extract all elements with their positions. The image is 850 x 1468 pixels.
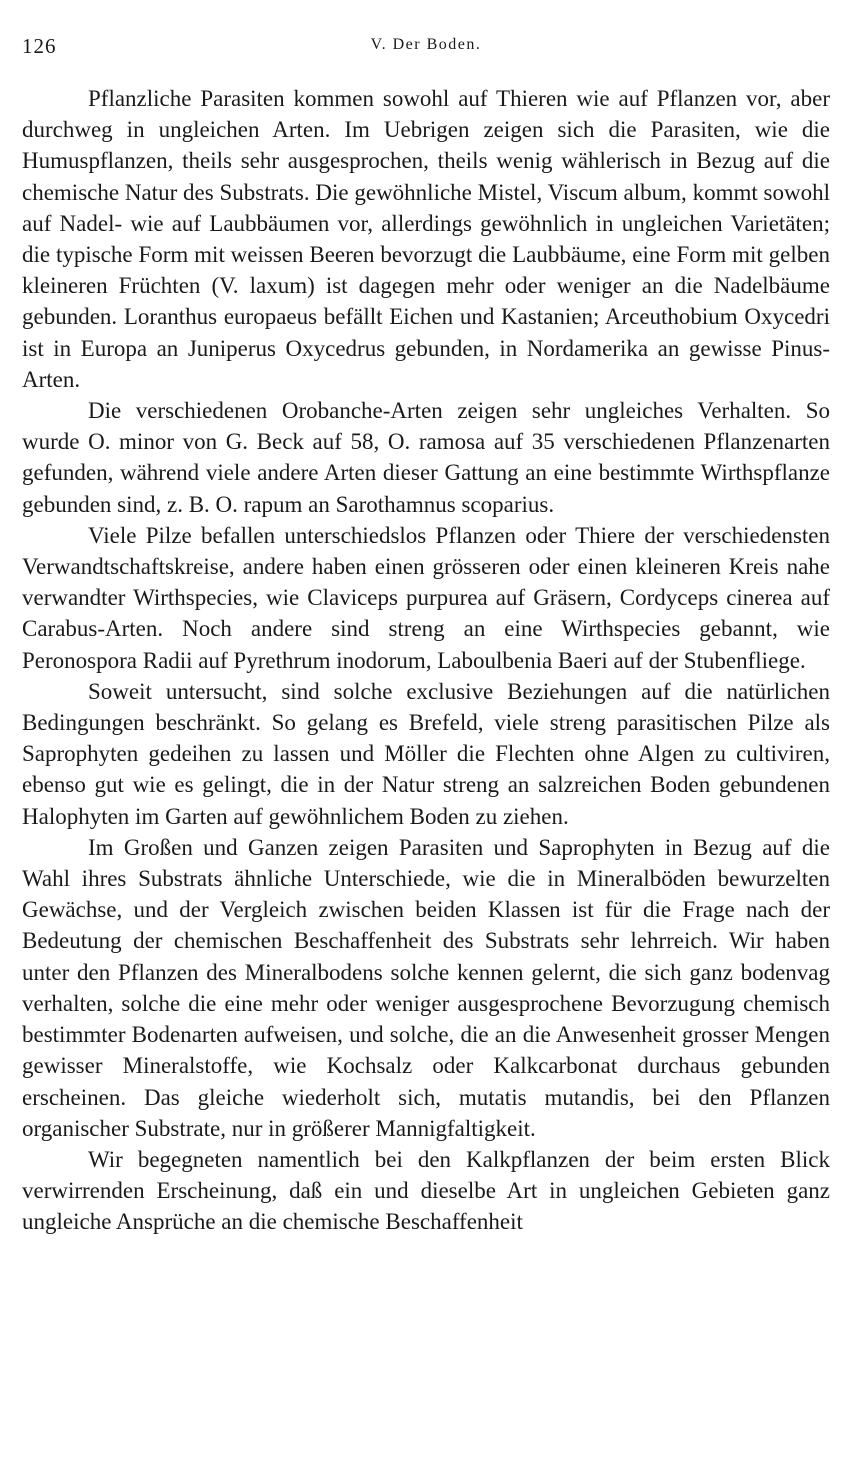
page-header xyxy=(22,34,830,60)
page-number: 126 xyxy=(22,34,57,58)
paragraph: Wir begegneten namentlich bei den Kalkpflanzen der beim ersten Blick verwirrenden Erscheinung, daß ein und dieselbe Art in ungleichen Gebieten ganz ungleiche Ansprüche an die chemische Beschaffenheit xyxy=(22,1146,830,1235)
paragraph: Die verschiedenen Orobanche-Arten zeigen sehr ungleiches Verhalten. So wurde O. minor von G. Beck auf 58, O. ramosa auf 35 verschiedenen Pflanzenarten gefunden, während viele andere Arten dieser Gattung an eine bestimmte Wirthspflanze gebunden sind, z. B. O. rapum an Sarothamnus scoparius. xyxy=(22,398,830,517)
paragraph: Pflanzliche Parasiten kommen sowohl auf Thieren wie auf Pflanzen vor, aber durchweg in ungleichen Arten. Im Uebrigen zeigen sich die Parasiten, wie die Humuspflanzen, theils sehr ausgesprochen, theils wenig wählerisch in Bezug auf die chemische Natur des Substrats. Die gewöhnliche Mistel, Viscum album, kommt sowohl auf Nadel- wie auf Laubbäumen vor, allerdings gewöhnlich in ungleichen Varietäten; die typische Form mit weissen Beeren bevorzugt die Laubbäume, eine Form mit gelben kleineren Früchten (V. laxum) ist dagegen mehr oder weniger an die Nadelbäume gebunden. Loranthus europaeus befällt Eichen und Kastanien; Arceuthobium Oxycedri ist in Europa an Juniperus Oxycedrus gebunden, in Nordamerika an gewisse Pinus-Arten. xyxy=(22,86,830,392)
paragraph: Im Großen und Ganzen zeigen Parasiten und Saprophyten in Bezug auf die Wahl ihres Substrats ähnliche Unterschiede, wie die in Mineralböden bewurzelten Gewächse, und der Vergleich zwischen beiden Klassen ist für die Frage nach der Bedeutung der chemischen Beschaffenheit des Substrats sehr lehrreich. Wir haben unter den Pflanzen des Mineralbodens solche kennen gelernt, die sich ganz bodenvag verhalten, solche die eine mehr oder weniger ausgesprochene Bevorzugung chemisch bestimmter Bodenarten aufweisen, und solche, die an die Anwesenheit grosser Mengen gewisser Mineralstoffe, wie Kochsalz oder Kalkcarbonat durchaus gebunden erscheinen. Das gleiche wiederholt sich, mutatis mutandis, bei den Pflanzen organischer Substrate, nur in größerer Mannigfaltigkeit. xyxy=(22,834,830,1141)
paragraph: Viele Pilze befallen unterschiedslos Pflanzen oder Thiere der verschiedensten Verwandtschaftskreise, andere haben einen grösseren oder einen kleineren Kreis nahe verwandter Wirthspecies, wie Claviceps purpurea auf Gräsern, Cordyceps cinerea auf Carabus-Arten. Noch andere sind streng an eine Wirthspecies gebannt, wie Peronospora Radii auf Pyrethrum inodorum, Laboulbenia Baeri auf der Stubenfliege. xyxy=(22,522,830,673)
body-text xyxy=(22,83,830,1238)
paragraph: Soweit untersucht, sind solche exclusive Beziehungen auf die natürlichen Bedingungen beschränkt. So gelang es Brefeld, viele streng parasitischen Pilze als Saprophyten gedeihen zu lassen und Möller die Flechten ohne Algen zu cultiviren, ebenso gut wie es gelingt, die in der Natur streng an salzreichen Boden gebundenen Halophyten im Garten auf gewöhnlichem Boden zu ziehen. xyxy=(22,678,830,829)
running-head: V. Der Boden. xyxy=(370,36,482,53)
